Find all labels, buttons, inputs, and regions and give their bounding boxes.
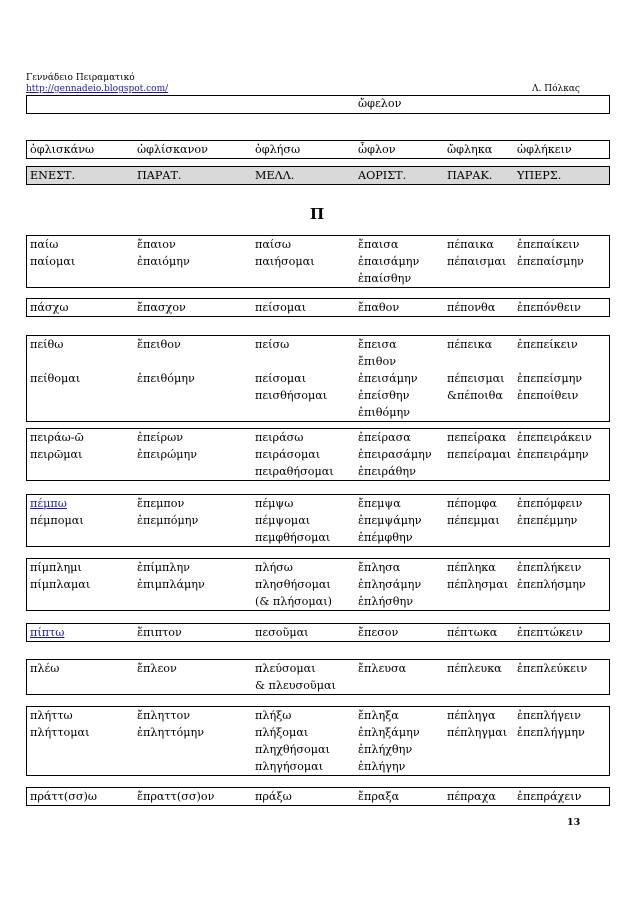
- table-cell: ἐπειράθην: [358, 465, 416, 478]
- table-cell: πέπαικα: [447, 238, 494, 251]
- table-cell: ἐπαιόμην: [137, 255, 190, 268]
- table-row: [27, 404, 609, 421]
- table-cell: ἐπλήγην: [358, 760, 406, 773]
- table-row: [27, 141, 609, 158]
- table-cell: πέπεισμαι: [447, 372, 505, 385]
- table-cell: & πλευσοῦμαι: [255, 679, 336, 692]
- table-row: [27, 576, 609, 593]
- table-cell: πλέω: [30, 662, 60, 675]
- table-cell: ΠΑΡΑΚ.: [447, 169, 493, 182]
- verb-table: [26, 298, 610, 317]
- table-cell: ἐπεπλεύκειν: [517, 662, 588, 675]
- table-cell: ἐπειρώμην: [137, 448, 198, 461]
- table-cell: ἐπίμπλην: [137, 561, 190, 574]
- table-cell: πεισθήσομαι: [255, 389, 328, 402]
- table-cell: ἐπληξάμην: [358, 726, 420, 739]
- table-cell: ΜΕΛΛ.: [255, 169, 295, 182]
- table-cell: ἐπεπειράμην: [517, 448, 589, 461]
- table-cell: ἔπεμπον: [137, 497, 185, 510]
- table-row: [27, 788, 609, 805]
- table-cell: ἔπληξα: [358, 709, 399, 722]
- table-row: [27, 236, 609, 253]
- verb-table: [26, 558, 610, 611]
- table-cell: πλήσω: [255, 561, 293, 574]
- table-row: [27, 336, 609, 353]
- table-cell: πειράσομαι: [255, 448, 321, 461]
- table-cell: ἐπεπαίσμην: [517, 255, 584, 268]
- table-row: [27, 593, 609, 610]
- table-cell: πλήττομαι: [30, 726, 90, 739]
- table-cell: ἐπείρων: [137, 431, 184, 444]
- table-cell: ἐπληττόμην: [137, 726, 205, 739]
- table-cell: ΑΟΡΙΣΤ.: [358, 169, 407, 182]
- table-row: [27, 429, 609, 446]
- table-cell: πέπραχα: [447, 790, 496, 803]
- table-cell: ἐπεπόμφειν: [517, 497, 583, 510]
- table-cell: ἔπεμψα: [358, 497, 401, 510]
- table-cell: πλησθήσομαι: [255, 578, 331, 591]
- header-url-link[interactable]: http://gennadeio.blogspot.com/: [26, 84, 169, 94]
- table-cell: πέπομφα: [447, 497, 497, 510]
- table-row: [27, 724, 609, 741]
- table-cell: ἔπληττον: [137, 709, 191, 722]
- table-cell: παίομαι: [30, 255, 76, 268]
- table-cell: πέπλευκα: [447, 662, 502, 675]
- verb-table: [26, 140, 610, 159]
- table-cell: ἔπλευσα: [358, 662, 407, 675]
- table-cell: πλήττω: [30, 709, 73, 722]
- table-row: [27, 741, 609, 758]
- verb-table: [26, 335, 610, 422]
- top-fragment-text: ὤφελον: [358, 97, 402, 110]
- table-cell: παίω: [30, 238, 59, 251]
- table-cell: ἐπειρασάμην: [358, 448, 432, 461]
- table-cell: ὀφλισκάνω: [30, 143, 95, 156]
- table-cell: πράξω: [255, 790, 292, 803]
- table-cell: ἐπιθόμην: [358, 406, 410, 419]
- table-row: [27, 559, 609, 576]
- verb-table: [26, 235, 610, 288]
- table-cell: ὠφλήκειν: [517, 143, 572, 156]
- table-cell: πέμψομαι: [255, 514, 311, 527]
- table-cell: ἔπαθον: [358, 301, 400, 314]
- verb-table: [26, 494, 610, 547]
- table-cell: ἐπεπείσμην: [517, 372, 583, 385]
- table-cell: πείσομαι: [255, 372, 307, 385]
- table-cell: ἐπιμπλάμην: [137, 578, 205, 591]
- top-fragment-box: [26, 95, 610, 114]
- table-row: [27, 167, 609, 184]
- table-cell: πλεύσομαι: [255, 662, 316, 675]
- table-cell: ἔπεσον: [358, 626, 399, 639]
- table-cell: ἐπείρασα: [358, 431, 411, 444]
- table-cell: ὤφληκα: [447, 143, 493, 156]
- table-cell: ἔπασχον: [137, 301, 186, 314]
- table-cell: πίμπλημι: [30, 561, 82, 574]
- verb-table: [26, 659, 610, 695]
- table-cell: πεσοῦμαι: [255, 626, 309, 639]
- table-row: [27, 270, 609, 287]
- table-cell: πείθω: [30, 338, 64, 351]
- table-cell: ἐπείσθην: [358, 389, 410, 402]
- header-author: Λ. Πόλκας: [532, 84, 580, 94]
- table-cell: ὦφλον: [358, 143, 396, 156]
- section-letter: Π: [310, 205, 325, 223]
- table-cell: ἐπεμπόμην: [137, 514, 199, 527]
- table-cell: ἐπεμψάμην: [358, 514, 422, 527]
- table-cell: ἐπεπλήκειν: [517, 561, 582, 574]
- table-cell: πεπείρακα: [447, 431, 507, 444]
- table-cell: ἐπεπράχειν: [517, 790, 582, 803]
- table-row: [27, 707, 609, 724]
- table-row: [27, 253, 609, 270]
- table-cell: πέπληκα: [447, 561, 496, 574]
- table-cell: πέπαισμαι: [447, 255, 507, 268]
- table-cell: πράττ(σσ)ω: [30, 790, 97, 803]
- table-cell: πέπτωκα: [447, 626, 498, 639]
- table-cell: (& πλήσομαι): [255, 595, 332, 608]
- table-cell: ἔπεισα: [358, 338, 397, 351]
- table-cell: ἐπέμφθην: [358, 531, 413, 544]
- table-cell: πάσχω: [30, 301, 69, 314]
- verb-link[interactable]: πίπτω: [30, 626, 65, 639]
- table-cell: ἐπειθόμην: [137, 372, 195, 385]
- header-left: [26, 73, 168, 95]
- table-cell: ΠΑΡΑΤ.: [137, 169, 182, 182]
- table-cell: πέπληγα: [447, 709, 496, 722]
- table-cell: ἔπραττ(σσ)ον: [137, 790, 215, 803]
- table-cell: ἐπλήσθην: [358, 595, 414, 608]
- table-cell: ἐπεπαίκειν: [517, 238, 580, 251]
- table-cell: πληγήσομαι: [255, 760, 324, 773]
- table-cell: παίσω: [255, 238, 292, 251]
- table-cell: πεπείραμαι: [447, 448, 512, 461]
- table-row: [27, 660, 609, 677]
- table-cell: ἔπαισα: [358, 238, 399, 251]
- table-row: [27, 370, 609, 387]
- table-cell: ΥΠΕΡΣ.: [517, 169, 562, 182]
- table-cell: ἐπαίσθην: [358, 272, 412, 285]
- table-row: [27, 446, 609, 463]
- verb-table: [26, 428, 610, 481]
- table-row: [27, 353, 609, 370]
- table-cell: &πέποιθα: [447, 389, 503, 402]
- table-cell: πέπεμμαι: [447, 514, 500, 527]
- table-cell: πέπονθα: [447, 301, 496, 314]
- table-cell: ἐπεπείκειν: [517, 338, 578, 351]
- table-cell: πλήξω: [255, 709, 292, 722]
- table-cell: πείσομαι: [255, 301, 307, 314]
- table-cell: πειρῶμαι: [30, 448, 83, 461]
- verb-table: [26, 706, 610, 776]
- verb-link[interactable]: πέμπω: [30, 497, 67, 510]
- table-cell: πειραθήσομαι: [255, 465, 334, 478]
- table-cell: ἐπεπλήγειν: [517, 709, 581, 722]
- table-cell: ΕΝΕΣΤ.: [30, 169, 76, 182]
- table-cell: πέμψω: [255, 497, 294, 510]
- table-cell: ἐπεπλήσμην: [517, 578, 586, 591]
- table-cell: ἐπεισάμην: [358, 372, 418, 385]
- table-cell: ἐπεποίθειν: [517, 389, 579, 402]
- table-row: [27, 529, 609, 546]
- table-cell: ἐπαισάμην: [358, 255, 420, 268]
- table-cell: πληχθήσομαι: [255, 743, 330, 756]
- table-cell: πέπλησμαι: [447, 578, 509, 591]
- table-cell: πλήξομαι: [255, 726, 309, 739]
- table-cell: πέπληγμαι: [447, 726, 508, 739]
- table-cell: πέμπομαι: [30, 514, 84, 527]
- table-cell: ἔπιθον: [358, 355, 397, 368]
- table-cell: ἐπεπλήγμην: [517, 726, 585, 739]
- table-cell: παιήσομαι: [255, 255, 315, 268]
- table-cell: πειράσω: [255, 431, 304, 444]
- table-cell: ἐπεπειράκειν: [517, 431, 592, 444]
- table-row: [27, 463, 609, 480]
- table-row: [27, 758, 609, 775]
- table-cell: ἐπλησάμην: [358, 578, 422, 591]
- table-cell: ἐπεπέμμην: [517, 514, 578, 527]
- page-number: 13: [567, 817, 581, 828]
- table-cell: πείθομαι: [30, 372, 81, 385]
- table-row: [27, 299, 609, 316]
- table-cell: πέπεικα: [447, 338, 493, 351]
- table-cell: πείσω: [255, 338, 290, 351]
- table-cell: ὀφλήσω: [255, 143, 301, 156]
- table-row: [27, 387, 609, 404]
- table-cell: ἔπλησα: [358, 561, 401, 574]
- table-cell: ἔπειθον: [137, 338, 181, 351]
- table-row: [27, 512, 609, 529]
- table-cell: ἔπραξα: [358, 790, 400, 803]
- table-cell: ἔπαιον: [137, 238, 176, 251]
- table-row: [27, 624, 609, 641]
- header-title: Γεννάδειο Πειραματικό: [26, 73, 135, 83]
- table-cell: ἔπιπτον: [137, 626, 182, 639]
- verb-table: [26, 623, 610, 642]
- table-cell: ὠφλίσκανον: [137, 143, 208, 156]
- table-row: [27, 677, 609, 694]
- table-cell: πίμπλαμαι: [30, 578, 91, 591]
- table-cell: ἐπεπόνθειν: [517, 301, 581, 314]
- verb-table: [26, 166, 610, 185]
- table-cell: πεμφθήσομαι: [255, 531, 331, 544]
- table-cell: ἐπεπτώκειν: [517, 626, 583, 639]
- verb-table: [26, 787, 610, 806]
- table-cell: πειράω-ῶ: [30, 431, 84, 444]
- table-row: [27, 495, 609, 512]
- table-cell: ἐπλήχθην: [358, 743, 413, 756]
- table-cell: ἔπλεον: [137, 662, 177, 675]
